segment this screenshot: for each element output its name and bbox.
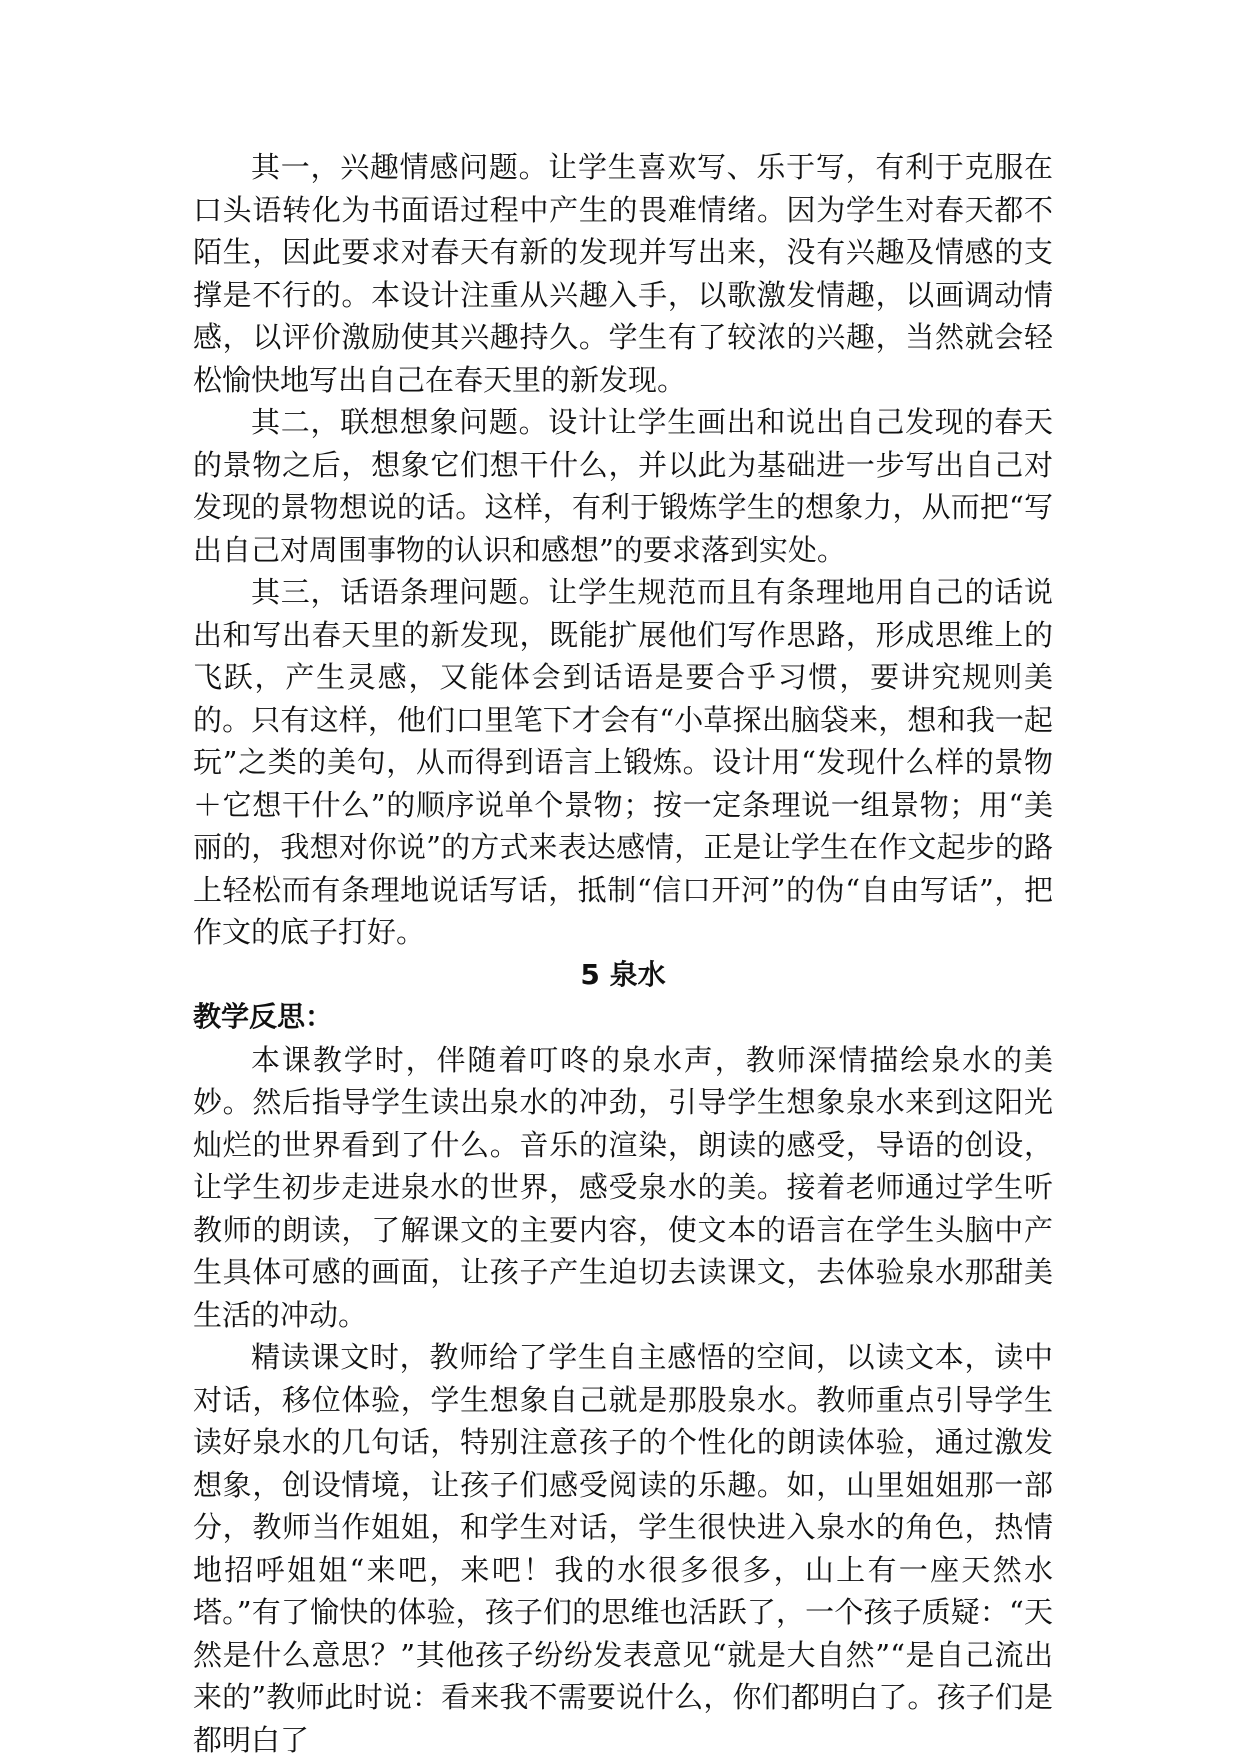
section-heading: 教学反思： — [193, 1000, 334, 1033]
paragraph-organization: 其三，话语条理问题。让学生规范而且有条理地用自己的话说出和写出春天里的新发现，既能扩展他们写作思路，形成思维上的飞跃，产生灵感，又能体会到话语是要合乎习惯，要讲究规则美的。只有这样，他们口里笔下才会有“小草探出脑袋来，想和我一起玩”之类的美句，从而得到语言上锻炼。设计用“发现什么样的景物＋它想干什么”的顺序说单个景物；按一定条理说一组景物；用“美丽的，我想对你说”的方式来表达感情，正是让学生在作文起步的路上轻松而有条理地说话写话，抵制“信口开河”的伪“自由写话”，把作文的底子打好。 — [193, 575, 1053, 949]
paragraph-interest: 其一，兴趣情感问题。让学生喜欢写、乐于写，有利于克服在口头语转化为书面语过程中产生的畏难情绪。因为学生对春天都不陌生，因此要求对春天有新的发现并写出来，没有兴趣及情感的支撑是不行的。本设计注重从兴趣入手，以歌激发情趣，以画调动情感，以评价激励使其兴趣持久。学生有了较浓的兴趣，当然就会轻松愉快地写出自己在春天里的新发现。 — [193, 150, 1053, 397]
document-page — [193, 146, 1053, 1761]
paragraph-imagination: 其二，联想想象问题。设计让学生画出和说出自己发现的春天的景物之后，想象它们想干什么，并以此为基础进一步写出自己对发现的景物想说的话。这样，有利于锻炼学生的想象力，从而把“写出自己对周围事物的认识和感想”的要求落到实处。 — [193, 405, 1053, 567]
paragraph-reflection-1: 本课教学时，伴随着叮咚的泉水声，教师深情描绘泉水的美妙。然后指导学生读出泉水的冲劲，引导学生想象泉水来到这阳光灿烂的世界看到了什么。音乐的渲染，朗读的感受，导语的创设，让学生初步走进泉水的世界，感受泉水的美。接着老师通过学生听教师的朗读，了解课文的主要内容，使文本的语言在学生头脑中产生具体可感的画面，让孩子产生迫切去读课文，去体验泉水那甜美生活的冲动。 — [193, 1042, 1053, 1332]
lesson-title: 5 泉水 — [580, 957, 666, 991]
paragraph-reflection-2: 精读课文时，教师给了学生自主感悟的空间，以读文本，读中对话，移位体验，学生想象自己就是那股泉水。教师重点引导学生读好泉水的几句话，特别注意孩子的个性化的朗读体验，通过激发想象，创设情境，让孩子们感受阅读的乐趣。如，山里姐姐那一部分，教师当作姐姐，和学生对话，学生很快进入泉水的角色，热情地招呼姐姐“来吧，来吧！我的水很多很多，山上有一座天然水塔。”有了愉快的体验，孩子们的思维也活跃了，一个孩子质疑：“天然是什么意思？”其他孩子纷纷发表意见“就是大自然”“是自己流出来的”教师此时说：看来我不需要说什么，你们都明白了。孩子们是都明白了 — [193, 1340, 1053, 1757]
